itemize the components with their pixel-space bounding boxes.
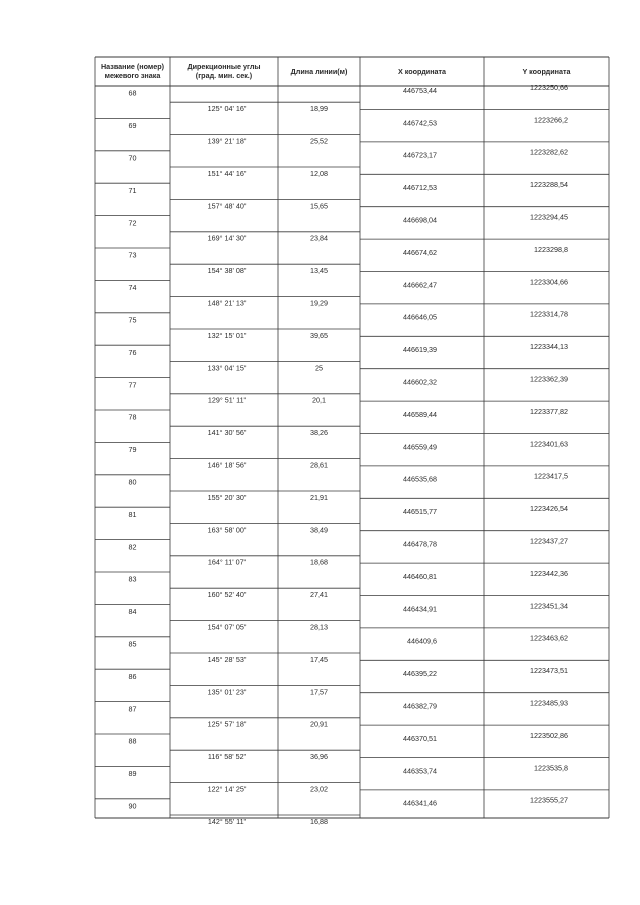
y-coordinate: 1223555,27: [530, 795, 568, 805]
point-name: 88: [128, 736, 137, 746]
line-length: 25,52: [310, 136, 328, 146]
table-header: [101, 62, 572, 80]
directional-angle: 169° 14' 30": [207, 233, 247, 243]
point-name: 72: [128, 218, 137, 228]
directional-angle: 141° 30' 56": [207, 428, 247, 438]
directional-angle: 139° 21' 18": [207, 136, 247, 146]
x-coordinate: 446559,49: [403, 442, 437, 452]
point-name: 71: [128, 185, 137, 195]
point-name: 89: [128, 769, 137, 779]
point-name: 69: [128, 121, 137, 131]
y-coordinate: 1223314,78: [530, 309, 568, 319]
table-body: [129, 83, 569, 826]
line-length: 20,91: [310, 719, 328, 729]
x-coordinate: 446382,79: [403, 701, 437, 711]
line-length: 18,68: [310, 557, 328, 567]
y-coordinate: 1223401,63: [530, 439, 568, 449]
y-coordinate: 1223298,8: [534, 244, 568, 254]
directional-angle: 132° 15' 01": [207, 330, 247, 340]
x-coordinate: 446723,17: [403, 150, 437, 160]
x-coordinate: 446341,46: [403, 798, 437, 808]
line-length: 39,65: [310, 330, 328, 340]
x-coordinate: 446535,68: [403, 474, 437, 484]
line-length: 19,29: [310, 298, 328, 308]
line-length: 38,26: [310, 428, 328, 438]
directional-angle: 145° 28' 53": [207, 654, 247, 664]
directional-angle: 155° 20' 30": [207, 492, 247, 502]
line-length: 23,84: [310, 233, 328, 243]
x-coordinate: 446395,22: [403, 669, 437, 679]
x-coordinate: 446662,47: [403, 280, 437, 290]
point-name: 86: [128, 671, 137, 681]
x-coordinate: 446698,04: [403, 215, 437, 225]
x-coordinate: 446589,44: [403, 409, 437, 419]
line-length: 17,57: [310, 687, 328, 697]
line-length: 23,02: [310, 784, 328, 794]
header-cell-3-line-1: Длина линии(м): [290, 67, 348, 76]
line-length: 36,96: [310, 752, 328, 762]
x-coordinate: 446409,6: [407, 636, 437, 646]
directional-angle: 160° 52' 40": [207, 590, 247, 600]
line-length: 15,65: [310, 201, 328, 211]
directional-angle: 116° 58' 52": [207, 752, 247, 762]
header-cell-5-line-1: Y координата: [522, 67, 571, 76]
y-coordinate: 1223485,93: [530, 698, 568, 708]
y-coordinate: 1223304,66: [530, 277, 568, 287]
x-coordinate: 446602,32: [403, 377, 437, 387]
x-coordinate: 446370,51: [403, 733, 437, 743]
point-name: 79: [128, 445, 137, 455]
point-name: 85: [128, 639, 137, 649]
y-coordinate: 1223417,5: [534, 471, 568, 481]
directional-angle: 163° 58' 00": [207, 525, 247, 535]
point-name: 73: [128, 250, 137, 260]
line-length: 16,88: [310, 816, 328, 826]
point-name: 68: [128, 88, 137, 98]
directional-angle: 154° 38' 08": [207, 266, 247, 276]
point-name: 80: [128, 477, 137, 487]
line-length: 20,1: [312, 395, 326, 405]
point-name: 76: [128, 347, 137, 357]
directional-angle: 142° 55' 11": [207, 816, 247, 826]
point-name: 90: [128, 801, 137, 811]
directional-angle: 151° 44' 16": [207, 168, 247, 178]
y-coordinate: 1223451,34: [530, 601, 568, 611]
directional-angle: 146° 18' 56": [207, 460, 247, 470]
y-coordinate: 1223473,51: [530, 666, 568, 676]
point-name: 84: [128, 607, 137, 617]
x-coordinate: 446434,91: [403, 604, 437, 614]
line-length: 38,49: [310, 525, 328, 535]
x-coordinate: 446460,81: [403, 571, 437, 581]
y-coordinate: 1223288,54: [530, 180, 568, 190]
line-length: 28,61: [310, 460, 328, 470]
point-name: 83: [128, 574, 137, 584]
y-coordinate: 1223344,13: [530, 342, 568, 352]
point-name: 74: [128, 283, 137, 293]
header-cell-1-line-1: Название (номер): [100, 62, 165, 71]
directional-angle: 122° 14' 25": [207, 784, 247, 794]
directional-angle: 125° 57' 18": [207, 719, 247, 729]
y-coordinate: 1223282,62: [530, 147, 568, 157]
point-name: 70: [128, 153, 137, 163]
y-coordinate: 1223266,2: [534, 115, 568, 125]
header-cell-1-line-2: межевого знака: [104, 71, 161, 80]
x-coordinate: 446712,53: [403, 183, 437, 193]
directional-angle: 157° 48' 40": [207, 201, 247, 211]
line-length: 17,45: [310, 654, 328, 664]
x-coordinate: 446674,62: [403, 247, 437, 257]
x-coordinate: 446353,74: [403, 766, 437, 776]
x-coordinate: 446753,44: [403, 85, 437, 95]
header-cell-2-line-2: (град. мин. сек.): [195, 71, 253, 80]
directional-angle: 148° 21' 13": [207, 298, 247, 308]
line-length: 28,13: [310, 622, 328, 632]
line-length: 27,41: [310, 590, 328, 600]
x-coordinate: 446478,78: [403, 539, 437, 549]
header-cell-2-line-1: Дирекционные углы: [187, 62, 261, 71]
directional-angle: 125° 04' 16": [207, 104, 247, 114]
x-coordinate: 446742,53: [403, 118, 437, 128]
y-coordinate: 1223535,8: [534, 763, 568, 773]
directional-angle: 129° 51' 11": [207, 395, 247, 405]
y-coordinate: 1223362,39: [530, 374, 568, 384]
directional-angle: 164° 11' 07": [207, 557, 247, 567]
y-coordinate: 1223294,45: [530, 212, 568, 222]
line-length: 21,91: [310, 492, 328, 502]
point-name: 78: [128, 412, 137, 422]
y-coordinate: 1223442,36: [530, 568, 568, 578]
point-name: 75: [128, 315, 137, 325]
x-coordinate: 446646,05: [403, 312, 437, 322]
y-coordinate: 1223463,62: [530, 633, 568, 643]
y-coordinate: 1223502,86: [530, 730, 568, 740]
header-cell-4-line-1: X координата: [397, 67, 447, 76]
directional-angle: 154° 07' 05": [207, 622, 247, 632]
y-coordinate: 1223437,27: [530, 536, 568, 546]
point-name: 82: [128, 542, 137, 552]
line-length: 18,99: [310, 104, 328, 114]
line-length: 12,08: [310, 168, 328, 178]
point-name: 81: [128, 509, 137, 519]
point-name: 87: [128, 704, 137, 714]
line-length: 25: [315, 363, 323, 373]
x-coordinate: 446619,39: [403, 345, 437, 355]
directional-angle: 133° 04' 15": [207, 363, 247, 373]
x-coordinate: 446515,77: [403, 507, 437, 517]
point-name: 77: [128, 380, 137, 390]
line-length: 13,45: [310, 266, 328, 276]
y-coordinate: 1223426,54: [530, 504, 568, 514]
y-coordinate: 1223377,82: [530, 406, 568, 416]
y-coordinate: 1223250,66: [530, 82, 568, 92]
directional-angle: 135° 01' 23": [207, 687, 247, 697]
